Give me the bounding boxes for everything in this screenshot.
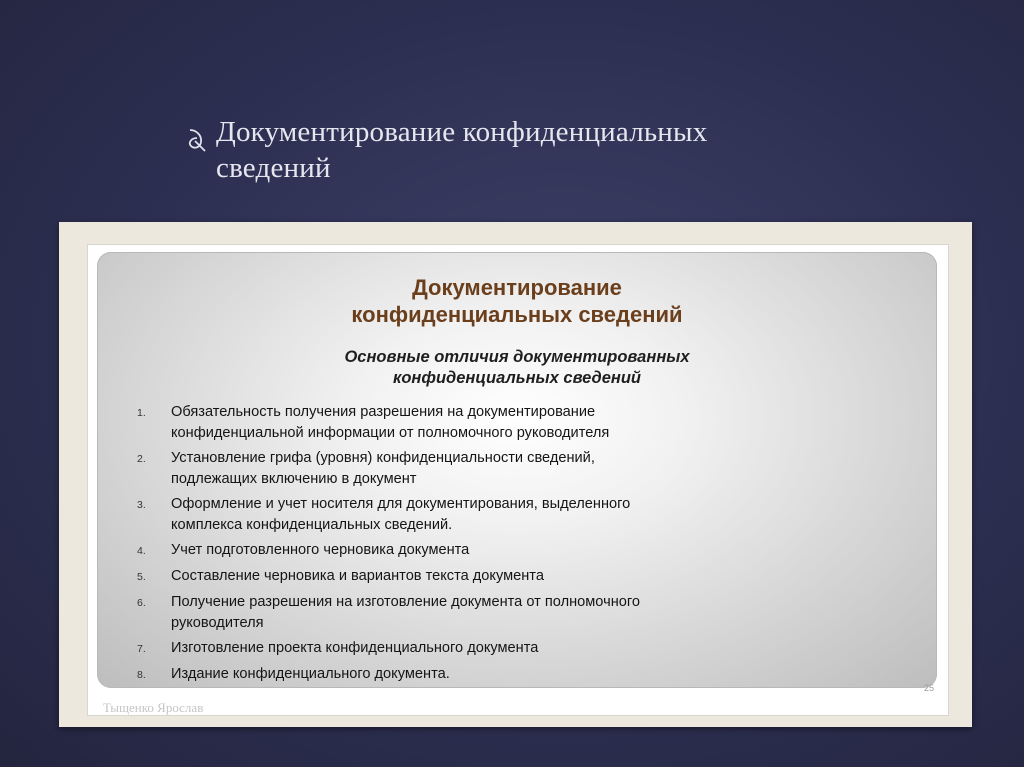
item-number: 6.	[137, 597, 146, 609]
embedded-subtitle: Основные отличия документированных конфиденциальных сведений	[344, 348, 690, 387]
list-item	[137, 592, 917, 634]
slide-number: 25	[923, 683, 934, 693]
item-number: 7.	[137, 643, 146, 655]
item-number: 1.	[137, 407, 146, 419]
item-text: Получение разрешения на изготовление документа от полномочного руководителя	[171, 594, 640, 631]
list-item	[137, 402, 917, 444]
embedded-slide-image	[59, 222, 972, 727]
embedded-title: Документирование конфиденциальных сведений	[351, 275, 683, 327]
item-number: 4.	[137, 545, 146, 557]
item-text: Составление черновика и вариантов текста документа	[171, 568, 544, 584]
content-panel	[97, 252, 937, 688]
list-item	[137, 494, 917, 536]
item-number: 2.	[137, 453, 146, 465]
item-number: 5.	[137, 571, 146, 583]
distinction-list	[137, 402, 917, 690]
item-text: Изготовление проекта конфиденциального документа	[171, 640, 539, 656]
item-number: 8.	[137, 669, 146, 681]
item-text: Обязательность получения разрешения на документирование конфиденциальной информации от полномочного руководителя	[171, 404, 610, 441]
slide-heading	[186, 114, 906, 186]
list-item	[137, 638, 917, 660]
item-text: Учет подготовленного черновика документа	[171, 542, 470, 558]
list-item	[137, 540, 917, 562]
list-item	[137, 664, 917, 686]
slide-title: Документирование конфиденциальных сведений	[216, 116, 708, 184]
author-watermark: Тыщенко Ярослав	[103, 700, 204, 715]
item-text: Установление грифа (уровня) конфиденциальности сведений, подлежащих включению в документ	[171, 450, 595, 487]
item-number: 3.	[137, 499, 146, 511]
item-text: Издание конфиденциального документа.	[171, 666, 450, 682]
item-text: Оформление и учет носителя для документирования, выделенного комплекса конфиденциальных сведений.	[171, 496, 631, 533]
list-item	[137, 566, 917, 588]
inner-slide	[87, 244, 949, 716]
list-item	[137, 448, 917, 490]
leaf-bullet-icon	[186, 124, 208, 154]
